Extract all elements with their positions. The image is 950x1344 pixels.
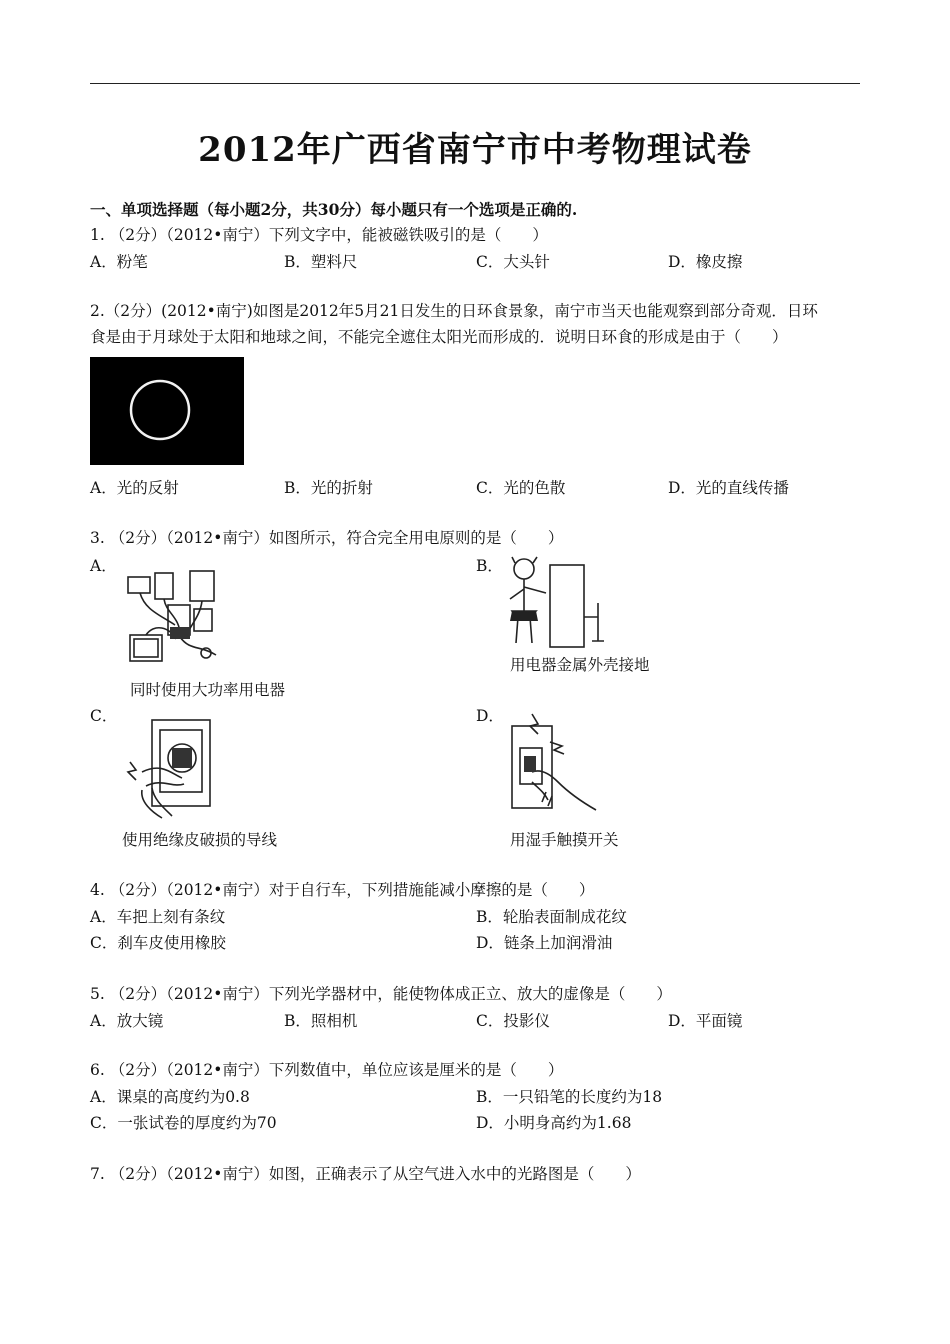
q1-option-a[interactable]: A．粉笔 [90,253,148,271]
section-heading: 一、单项选择题（每小题2分，共30分）每小题只有一个选项是正确的. [90,200,578,219]
wet-hand-switch-illustration [502,712,602,820]
q3-option-a-caption: 同时使用大功率用电器 [130,681,286,699]
q4-option-c[interactable]: C．刹车皮使用橡胶 [90,934,226,952]
q5-option-b[interactable]: B．照相机 [284,1012,358,1030]
q4-option-d[interactable]: D．链条上加润滑油 [476,934,613,952]
q1-stem: 1. （2分）（2012•南宁）下列文字中，能被磁铁吸引的是（ ） [90,226,548,244]
q5-option-a[interactable]: A．放大镜 [90,1012,164,1030]
page-title: 2012年广西省南宁市中考物理试卷 [198,130,752,170]
q6-option-c[interactable]: C．一张试卷的厚度约为70 [90,1114,277,1132]
q3-option-a-letter[interactable]: A． [90,557,117,575]
q2-option-a[interactable]: A．光的反射 [90,479,179,497]
q3-option-d-caption: 用湿手触摸开关 [510,831,619,849]
q6-option-d[interactable]: D．小明身高约为1.68 [476,1114,632,1132]
grounded-appliance-illustration [500,555,612,653]
q2-option-b[interactable]: B．光的折射 [284,479,373,497]
q3-option-c-letter[interactable]: C． [90,707,118,725]
q7-stem: 7. （2分）（2012•南宁）如图，正确表示了从空气进入水中的光路图是（ ） [90,1165,641,1183]
q2-option-c[interactable]: C．光的色散 [476,479,566,497]
q5-option-c[interactable]: C．投影仪 [476,1012,550,1030]
q6-option-a[interactable]: A．课桌的高度约为0.8 [90,1088,250,1106]
q1-option-d[interactable]: D．橡皮擦 [668,253,743,271]
q3-stem: 3. （2分）（2012•南宁）如图所示，符合完全用电原则的是（ ） [90,529,564,547]
damaged-wire-illustration [122,712,214,820]
q3-option-c-caption: 使用绝缘皮破损的导线 [122,831,278,849]
q3-option-d-letter[interactable]: D． [476,707,504,725]
q1-option-b[interactable]: B．塑料尺 [284,253,358,271]
q2-stem-line1: 2.（2分）(2012•南宁)如图是2012年5月21日发生的日环食景象，南宁市当天也能观察到部分奇观．日环 [90,302,818,320]
q2-stem-line2: 食是由于月球处于太阳和地球之间，不能完全遮住太阳光而形成的．说明日环食的形成是由于（ ） [90,328,788,346]
q6-option-b[interactable]: B．一只铅笔的长度约为18 [476,1088,663,1106]
q1-option-c[interactable]: C．大头针 [476,253,550,271]
q4-stem: 4. （2分）（2012•南宁）对于自行车，下列措施能减小摩擦的是（ ） [90,881,595,899]
q4-option-b[interactable]: B．轮胎表面制成花纹 [476,908,627,926]
annular-eclipse-image [90,357,244,465]
appliances-overload-illustration [120,565,225,670]
q5-option-d[interactable]: D．平面镜 [668,1012,743,1030]
q3-option-b-caption: 用电器金属外壳接地 [510,656,650,674]
q5-stem: 5. （2分）（2012•南宁）下列光学器材中，能使物体成正立、放大的虚像是（ ） [90,985,672,1003]
q6-stem: 6. （2分）（2012•南宁）下列数值中，单位应该是厘米的是（ ） [90,1061,564,1079]
q2-option-d[interactable]: D．光的直线传播 [668,479,789,497]
q4-option-a[interactable]: A．车把上刻有条纹 [90,908,226,926]
q3-option-b-letter[interactable]: B． [476,557,503,575]
header-rule [90,83,860,84]
